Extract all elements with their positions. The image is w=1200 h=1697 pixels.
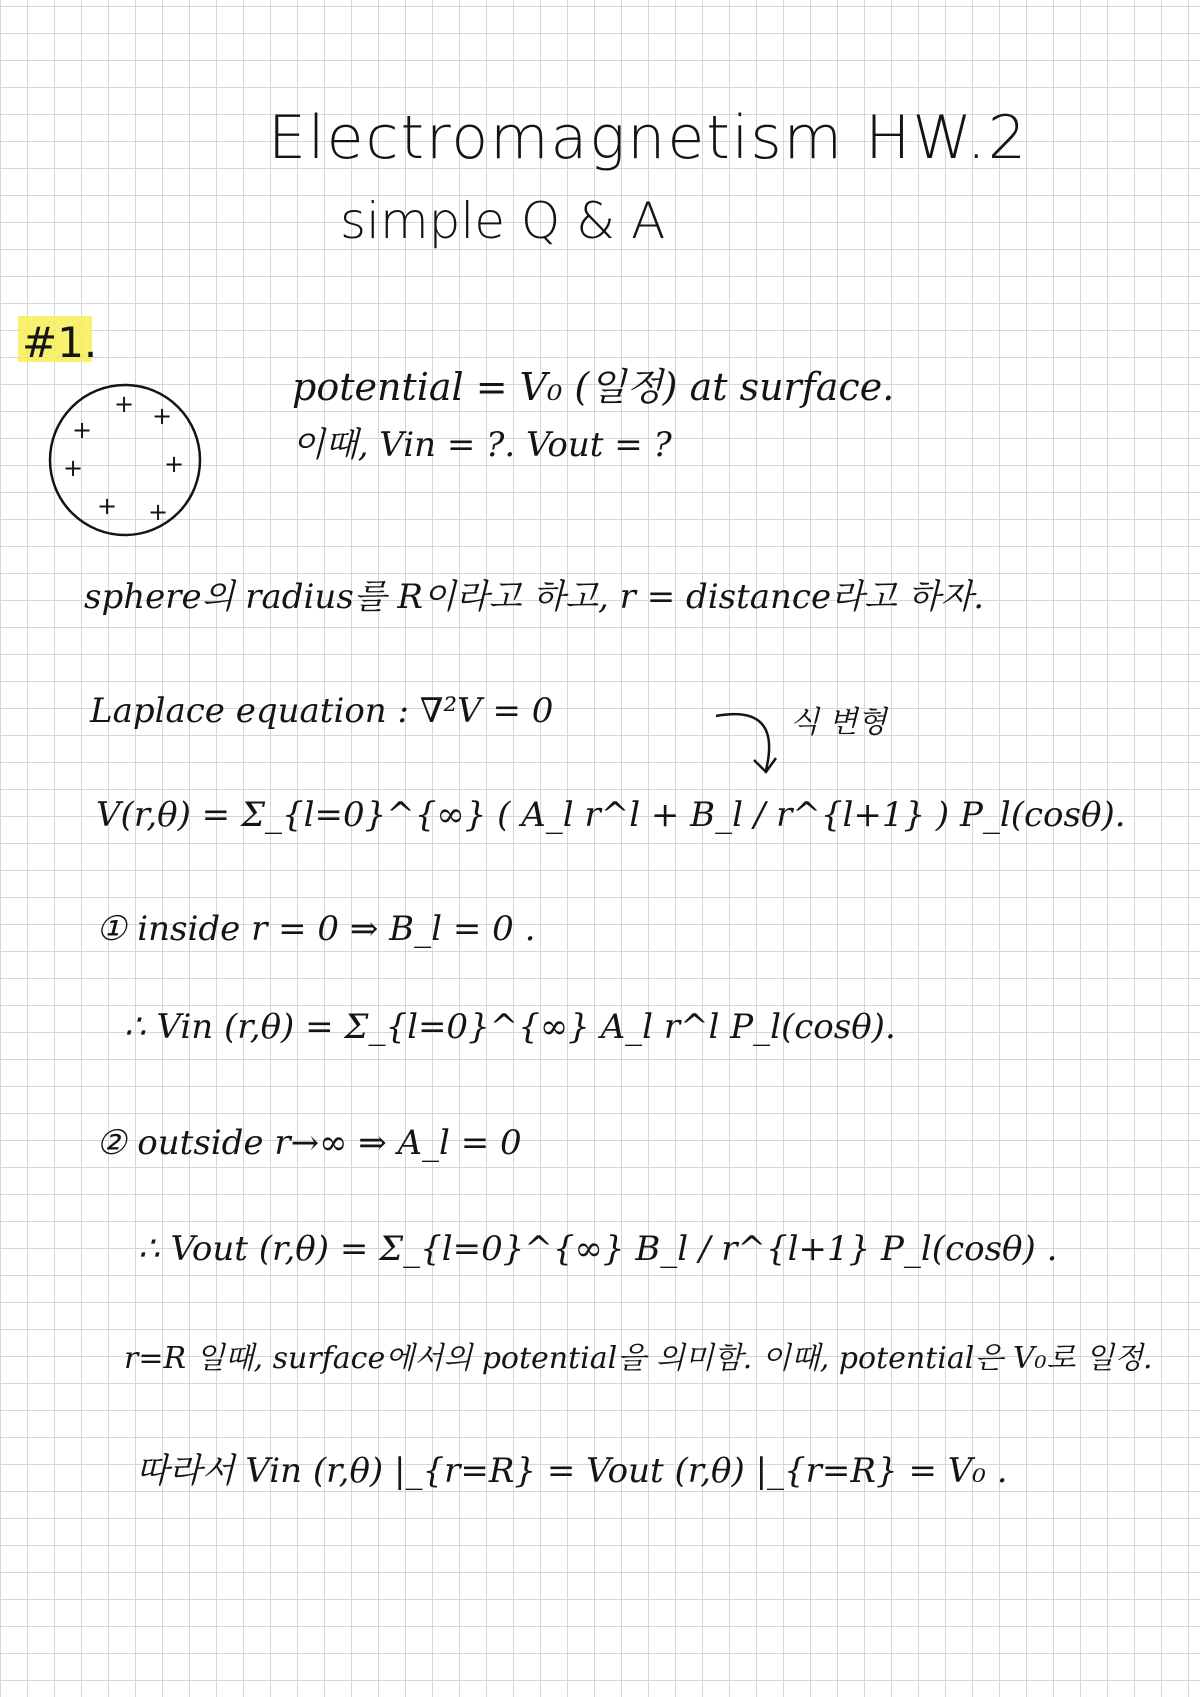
laplace-equation: Laplace equation : ∇²V = 0 bbox=[90, 691, 554, 731]
charge-5: + bbox=[63, 454, 84, 482]
charge-6: + bbox=[97, 492, 118, 520]
charge-3: + bbox=[72, 416, 93, 444]
vout-result: ∴ Vout (r,θ) = Σ_{l=0}^{∞} B_l / r^{l+1} P_l(cosθ) . bbox=[138, 1229, 1058, 1269]
problem-statement-line1: potential = V₀ (일정) at surface. bbox=[292, 365, 895, 409]
transform-note: 식 변형 bbox=[790, 705, 887, 740]
vin-result: ∴ Vin (r,θ) = Σ_{l=0}^{∞} A_l r^l P_l(cosθ). bbox=[124, 1007, 896, 1047]
page-subtitle: simple Q & A bbox=[340, 192, 666, 250]
charge-1: + bbox=[114, 390, 135, 418]
case-outside: ② outside r→∞ ⇒ A_l = 0 bbox=[96, 1123, 522, 1163]
charge-2: + bbox=[152, 402, 173, 430]
boundary-condition: 따라서 Vin (r,θ) |_{r=R} = Vout (r,θ) |_{r=R} = V₀ . bbox=[136, 1451, 1008, 1491]
surface-charges bbox=[63, 390, 184, 526]
case-inside: ① inside r = 0 ⇒ B_l = 0 . bbox=[96, 909, 536, 949]
charge-4: + bbox=[164, 450, 185, 478]
boundary-note: r=R 일때, surface에서의 potential을 의미함. 이때, potential은 V₀로 일정. bbox=[124, 1341, 1153, 1376]
curved-arrow bbox=[716, 714, 769, 770]
setup-line: sphere의 radius를 R이라고 하고, r = distance라고 하자. bbox=[84, 577, 985, 617]
general-solution: V(r,θ) = Σ_{l=0}^{∞} ( A_l r^l + B_l / r^{l+1} ) P_l(cosθ). bbox=[96, 795, 1126, 835]
problem-statement-line2: 이때, Vin = ?. Vout = ? bbox=[292, 425, 672, 465]
arrow-head bbox=[754, 758, 776, 772]
charge-7: + bbox=[148, 498, 169, 526]
problem-number: #1. bbox=[22, 318, 98, 367]
page-title: Electromagnetism HW.2 bbox=[268, 103, 1029, 173]
